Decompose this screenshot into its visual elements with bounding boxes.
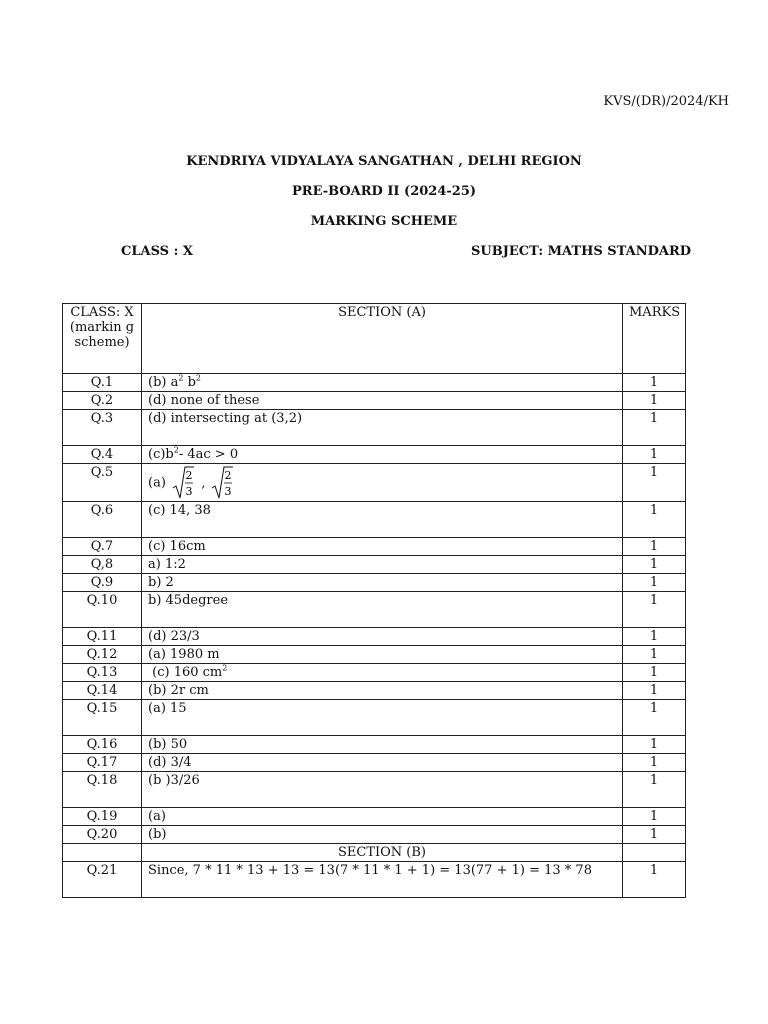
svg-text:3: 3 (185, 485, 193, 498)
answer-cell: b) 45degree (142, 592, 623, 628)
svg-text:3: 3 (224, 485, 232, 498)
answer-cell: (a) 15 (142, 700, 623, 736)
question-number: Q.13 (63, 664, 142, 682)
table-row (63, 646, 686, 664)
answer-cell: (b) 50 (142, 736, 623, 754)
square-root-fraction (211, 466, 233, 500)
question-number: Q.7 (63, 538, 142, 556)
question-number: Q.20 (63, 826, 142, 844)
marks-cell: 1 (623, 862, 686, 898)
table-row (63, 826, 686, 844)
answer-cell: (c) 14, 38 (142, 502, 623, 538)
empty-cell (623, 844, 686, 862)
empty-cell (63, 844, 142, 862)
table-row (63, 392, 686, 410)
marks-cell: 1 (623, 772, 686, 808)
answer-cell: (b) (142, 826, 623, 844)
marks-cell: 1 (623, 464, 686, 502)
marks-cell: 1 (623, 646, 686, 664)
answer-cell: a) 1:2 (142, 556, 623, 574)
marks-cell: 1 (623, 556, 686, 574)
marks-cell: 1 (623, 374, 686, 392)
question-number: Q.19 (63, 808, 142, 826)
answer-cell: b) 2 (142, 574, 623, 592)
question-number: Q.3 (63, 410, 142, 446)
table-row (63, 556, 686, 574)
table-row (63, 808, 686, 826)
marks-cell: 1 (623, 826, 686, 844)
document-reference-code: KVS/(DR)/2024/KH (603, 94, 729, 109)
exam-title: PRE-BOARD II (2024-25) (291, 184, 477, 199)
answer-cell: (d) 3/4 (142, 754, 623, 772)
section-b-header-row (63, 844, 686, 862)
marks-cell: 1 (623, 664, 686, 682)
column-header-section-a: SECTION (A) (142, 304, 623, 374)
question-number: Q,8 (63, 556, 142, 574)
question-number: Q.11 (63, 628, 142, 646)
marks-cell: 1 (623, 700, 686, 736)
answer-cell: (d) none of these (142, 392, 623, 410)
marks-cell: 1 (623, 410, 686, 446)
answer-cell: (a) (142, 808, 623, 826)
marks-cell: 1 (623, 808, 686, 826)
question-number: Q.18 (63, 772, 142, 808)
question-number: Q.21 (63, 862, 142, 898)
answer-cell: (b) $a^2$ $b^2$ (142, 374, 623, 392)
marks-cell: 1 (623, 502, 686, 538)
answer-cell: $(c)b^2-$ 4ac > 0 (142, 446, 623, 464)
question-number: Q.16 (63, 736, 142, 754)
table-row (63, 700, 686, 736)
answer-cell: (b )3/26 (142, 772, 623, 808)
question-number: Q.4 (63, 446, 142, 464)
answer-cell: (a) 1980 m (142, 646, 623, 664)
marks-cell: 1 (623, 392, 686, 410)
column-header-class: CLASS: X (markin g scheme) (63, 304, 142, 374)
marks-cell: 1 (623, 574, 686, 592)
question-number: Q.6 (63, 502, 142, 538)
answer-cell: (c) 160 $cm^2$ (142, 664, 623, 682)
question-number: Q.9 (63, 574, 142, 592)
question-number: Q.12 (63, 646, 142, 664)
question-number: Q.14 (63, 682, 142, 700)
column-header-marks: MARKS (623, 304, 686, 374)
marking-scheme-table (62, 303, 686, 898)
question-number: Q.1 (63, 374, 142, 392)
table-row (63, 464, 686, 502)
question-number: Q.2 (63, 392, 142, 410)
answer-cell: (c) 16cm (142, 538, 623, 556)
organization-title: KENDRIYA VIDYALAYA SANGATHAN , DELHI REGION (186, 154, 582, 169)
class-label: CLASS : X (121, 244, 194, 259)
marks-cell: 1 (623, 628, 686, 646)
question-number: Q.10 (63, 592, 142, 628)
table-row (63, 374, 686, 392)
answer-cell: (d) 23/3 (142, 628, 623, 646)
table-row (63, 736, 686, 754)
table-row (63, 574, 686, 592)
table-row (63, 664, 686, 682)
table-row (63, 502, 686, 538)
table-row (63, 682, 686, 700)
table-header-row (63, 304, 686, 374)
answer-cell: (d) intersecting at (3,2) (142, 410, 623, 446)
question-number: Q.15 (63, 700, 142, 736)
table-row (63, 538, 686, 556)
table-row (63, 446, 686, 464)
table-row (63, 754, 686, 772)
marks-cell: 1 (623, 446, 686, 464)
marks-cell: 1 (623, 592, 686, 628)
marks-cell: 1 (623, 538, 686, 556)
answer-cell: Since, 7 * 11 * 13 + 13 = 13(7 * 11 * 1 + 1) = 13(77 + 1) = 13 * 78 (142, 862, 623, 898)
section-b-title: SECTION (B) (142, 844, 623, 862)
answer-cell: (a) 2 3 , 2 3 (142, 464, 623, 502)
table-row (63, 628, 686, 646)
marks-cell: 1 (623, 682, 686, 700)
table-row (63, 592, 686, 628)
answer-cell: (b) 2r cm (142, 682, 623, 700)
svg-text:2: 2 (224, 469, 232, 482)
marks-cell: 1 (623, 736, 686, 754)
svg-text:2: 2 (185, 469, 193, 482)
square-root-fraction (172, 466, 194, 500)
question-number: Q.5 (63, 464, 142, 502)
table-row (63, 862, 686, 898)
subject-label: SUBJECT: MATHS STANDARD (471, 244, 692, 259)
table-row (63, 772, 686, 808)
marks-cell: 1 (623, 754, 686, 772)
question-number: Q.17 (63, 754, 142, 772)
document-type-title: MARKING SCHEME (310, 214, 458, 229)
table-row (63, 410, 686, 446)
